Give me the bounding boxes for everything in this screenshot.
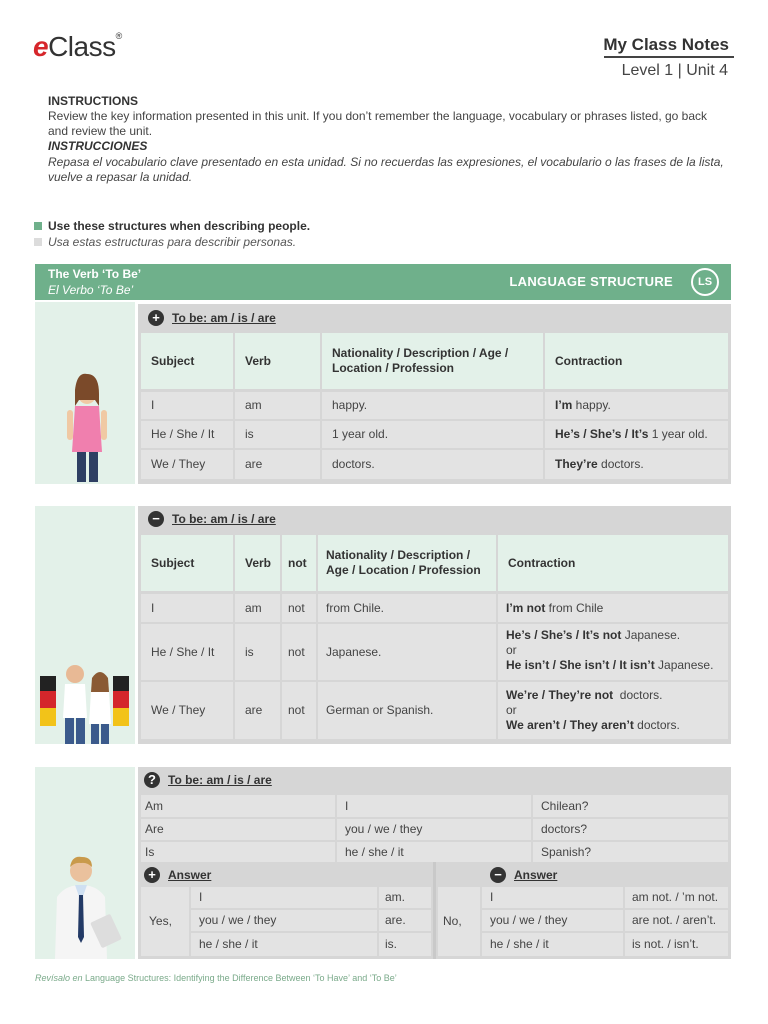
table-cell: We / They xyxy=(151,457,206,471)
instructions-block xyxy=(48,94,728,185)
doctor-photo xyxy=(35,767,135,959)
table-cell: am xyxy=(245,398,262,412)
question-verb: Are xyxy=(145,822,164,836)
negative-heading: − To be: am / is / are xyxy=(148,509,276,529)
question-icon: ? xyxy=(144,772,160,788)
negative-table xyxy=(138,506,731,744)
answer-verb: are. xyxy=(385,913,406,927)
question-rest: Spanish? xyxy=(541,844,592,859)
col-subject: Subject xyxy=(151,555,195,570)
contraction-cell: They’re doctors. xyxy=(555,457,644,471)
table-cell: is xyxy=(245,427,254,441)
instrucciones-title: INSTRUCCIONES xyxy=(48,139,148,153)
table-cell: Japanese. xyxy=(326,644,382,659)
title-divider xyxy=(604,56,734,58)
answer-subject: you / we / they xyxy=(199,913,277,927)
question-rest: Chilean? xyxy=(541,798,589,813)
answer-subject: he / she / it xyxy=(199,937,258,951)
contraction-cell: I’m happy. xyxy=(555,398,611,412)
contraction-cell: He’s / She’s / It’s 1 year old. xyxy=(555,427,708,441)
table-cell: I xyxy=(151,600,155,615)
question-heading: ? To be: am / is / are xyxy=(144,770,272,790)
plus-icon: + xyxy=(148,310,164,326)
table-cell: not xyxy=(288,644,305,659)
yes-word: Yes, xyxy=(149,914,172,928)
answer-subject: you / we / they xyxy=(490,913,568,927)
answer-subject: he / she / it xyxy=(490,937,549,951)
review-link[interactable]: Revísalo en Language Structures: Identifying the Difference Between ‘To Have’ and ‘To Be’ xyxy=(35,973,397,983)
table-cell: German or Spanish. xyxy=(326,703,434,717)
band-title-es: El Verbo ‘To Be’ xyxy=(48,283,134,297)
minus-icon: − xyxy=(490,867,506,883)
question-verb: Am xyxy=(145,798,163,813)
language-structure-band xyxy=(35,264,731,300)
answer-verb: is. xyxy=(385,937,397,951)
table-cell: We / They xyxy=(151,703,206,717)
table-cell: doctors. xyxy=(332,457,375,471)
plus-icon: + xyxy=(144,867,160,883)
col-subject: Subject xyxy=(151,353,195,368)
table-cell: from Chile. xyxy=(326,600,385,615)
page-title: My Class Notes xyxy=(603,35,729,54)
answer-verb: are not. / aren’t. xyxy=(632,913,717,927)
table-cell: are xyxy=(245,457,263,471)
table-cell: He / She / It xyxy=(151,427,215,441)
instructions-text: Review the key information presented in this unit. If you don’t remember the language, vocabulary or phrases listed, go back and review the unit. xyxy=(48,109,708,138)
table-cell: He / She / It xyxy=(151,644,215,659)
bullet-square-icon xyxy=(34,222,42,230)
band-title-en: The Verb ‘To Be’ xyxy=(48,267,142,281)
question-subject: he / she / it xyxy=(345,844,404,859)
table-cell: are xyxy=(245,703,263,717)
answer-verb: am not. / ’m not. xyxy=(632,890,719,904)
positive-heading: + To be: am / is / are xyxy=(148,308,276,328)
table-cell: I xyxy=(151,398,155,412)
answer-verb: am. xyxy=(385,890,406,904)
positive-table xyxy=(138,304,731,484)
eclass-logo: eClass® xyxy=(33,31,122,62)
col-not: not xyxy=(288,555,307,570)
answer-subject: I xyxy=(199,890,203,904)
table-cell: 1 year old. xyxy=(332,427,389,441)
bullet-es: Usa estas estructuras para describir personas. xyxy=(34,234,310,249)
bullet-square-icon xyxy=(34,238,42,246)
col-description: Nationality / Description / Age / Location / Profession xyxy=(326,548,481,577)
contraction-cell: He’s / She’s / It’s not Japanese. or He isn’t / She isn’t / It isn’t Japanese. xyxy=(506,628,714,672)
table-cell: not xyxy=(288,600,305,615)
flag-fans-photo xyxy=(35,506,135,744)
bullet-en: Use these structures when describing people. xyxy=(34,218,310,233)
col-verb: Verb xyxy=(245,555,272,570)
structure-bullets xyxy=(34,218,310,249)
answer-no-heading: − Answer xyxy=(490,865,557,885)
col-contraction: Contraction xyxy=(508,555,576,570)
col-verb: Verb xyxy=(245,353,272,368)
table-cell: happy. xyxy=(332,398,368,412)
answer-subject: I xyxy=(490,890,494,904)
ls-badge-icon: LS xyxy=(691,268,719,296)
question-rest: doctors? xyxy=(541,822,588,836)
question-table xyxy=(138,767,731,959)
band-label: LANGUAGE STRUCTURE xyxy=(509,274,673,289)
no-word: No, xyxy=(443,914,462,928)
minus-icon: − xyxy=(148,511,164,527)
girl-photo xyxy=(35,302,135,484)
table-cell: am xyxy=(245,600,262,615)
instrucciones-text: Repasa el vocabulario clave presentado en esta unidad. Si no recuerdas las expresiones, el vocabulario o las frases de la lista, vuelve a repasar la unidad. xyxy=(48,155,724,184)
question-subject: you / we / they xyxy=(345,822,423,836)
question-subject: I xyxy=(345,798,349,813)
instructions-title: INSTRUCTIONS xyxy=(48,94,138,108)
answer-yes-heading: + Answer xyxy=(144,865,211,885)
answer-verb: is not. / isn’t. xyxy=(632,937,699,951)
contraction-cell: I’m not from Chile xyxy=(506,600,604,615)
col-description: Nationality / Description / Age / Location / Profession xyxy=(332,346,509,375)
table-cell: is xyxy=(245,644,254,659)
col-contraction: Contraction xyxy=(555,353,623,368)
table-cell: not xyxy=(288,703,305,717)
contraction-cell: We’re / They’re not doctors. or We aren’t / They aren’t doctors. xyxy=(506,688,680,732)
level-unit: Level 1 | Unit 4 xyxy=(621,62,728,79)
question-verb: Is xyxy=(145,844,155,859)
